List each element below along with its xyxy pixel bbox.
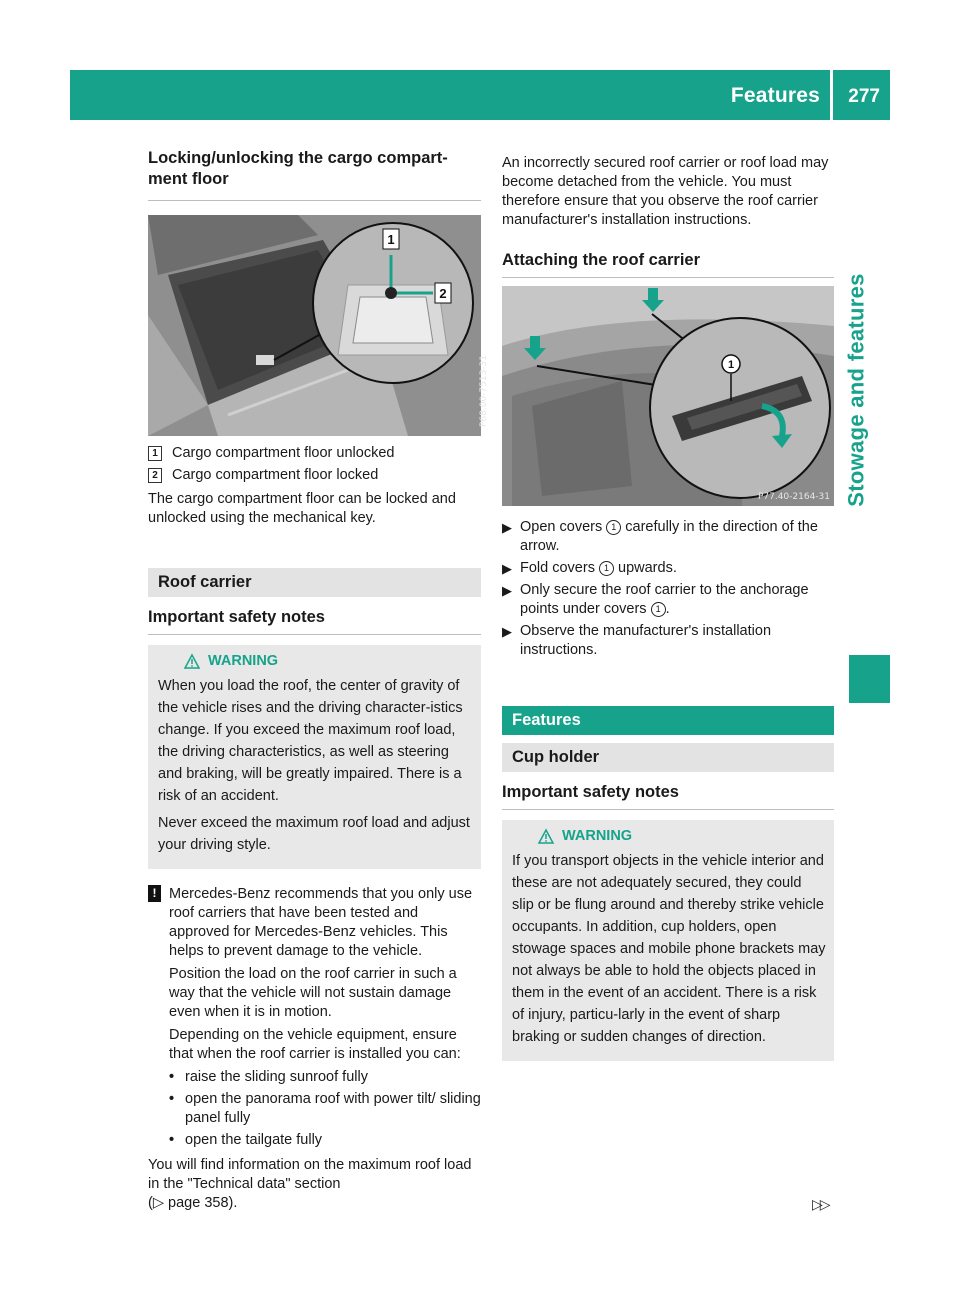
step-2-pre: Fold covers: [520, 560, 595, 576]
warning-box: [502, 820, 834, 1061]
step-text-1: [520, 518, 834, 556]
legend-list: [148, 442, 481, 486]
page-ref-link[interactable]: page 358: [168, 1195, 229, 1211]
list-item: [502, 581, 834, 619]
left-column: [148, 148, 489, 1213]
roof-carrier-intro: An incorrectly secured roof carrier or roof load may become detached from the vehicle. You must therefore ensure that you observe the roof carrier manufacturer's installation instructions.: [502, 155, 829, 228]
roof-carrier-illustration: [502, 286, 834, 506]
legend-key-1: 1: [148, 446, 162, 461]
callout-ref: 1: [651, 602, 666, 617]
callout-1-label: 1: [727, 359, 735, 371]
list-item: [502, 518, 834, 556]
section-bar-roof-carrier: Roof carrier: [148, 568, 481, 597]
step-arrow-icon: ▶: [502, 520, 512, 535]
header-title: Features: [730, 84, 820, 107]
list-item: [502, 559, 834, 578]
exclamation-icon: !: [148, 885, 161, 902]
note-body: [169, 885, 481, 1156]
step-arrow-icon: ▶: [502, 624, 512, 639]
callout-2-label: 2: [439, 286, 447, 301]
legend-key-2: 2: [148, 468, 162, 483]
bullet-icon: •: [169, 1132, 175, 1148]
side-chapter-text: Stowage and features: [844, 273, 870, 507]
section-bar-features: Features: [502, 706, 834, 735]
callout-ref: 1: [606, 520, 621, 535]
right-column: [502, 148, 834, 1061]
cargo-floor-body: The cargo compartment floor can be locked and unlocked using the mechanical key.: [148, 491, 456, 526]
list-item: [169, 1090, 481, 1128]
list-item: [502, 622, 834, 660]
warning-text-1: When you load the roof, the center of gravity of the vehicle rises and the driving character-istics change. If you exceed the maximum roof load, the driving characteristics, as well as steering and braking, will be greatly impaired. There is a risk of an accident.: [158, 678, 463, 804]
subsection-title-safety: Important safety notes: [502, 782, 834, 810]
callout-ref: 1: [599, 561, 614, 576]
bullet-text-3: open the tailgate fully: [185, 1132, 323, 1148]
step-text-2: [520, 559, 677, 578]
step-3-post: .: [665, 601, 670, 617]
warning-box: [148, 645, 481, 869]
note-bullet-list: [169, 1068, 481, 1150]
bullet-text-1: raise the sliding sunroof fully: [185, 1069, 368, 1085]
technical-data-reference: [148, 1156, 481, 1213]
technical-data-text: You will find information on the maximum roof load in the "Technical data" section: [148, 1157, 472, 1192]
step-1-post: carefully in the direction of the arrow.: [520, 519, 818, 554]
page-ref-close: ).: [228, 1195, 238, 1211]
side-chapter-label: [833, 130, 881, 650]
note-text-3: Depending on the vehicle equipment, ensure that when the roof carrier is installed you can:: [169, 1027, 461, 1062]
section-title-attaching: Attaching the roof carrier: [502, 250, 834, 278]
header-separator: [830, 70, 833, 120]
warning-label: WARNING: [208, 653, 279, 669]
figure-code: P77.40-2164-31: [757, 492, 830, 502]
warning-label: WARNING: [562, 828, 633, 844]
cargo-floor-figure: [148, 215, 489, 436]
bullet-text-2: open the panorama roof with power tilt/ sliding panel fully: [185, 1091, 481, 1126]
step-2-post: upwards.: [618, 560, 677, 576]
warning-header: [184, 653, 473, 669]
section-title-cargo-floor: Locking/unlocking the cargo compart-ment floor: [148, 148, 481, 201]
warning-triangle-icon: [184, 654, 200, 669]
legend-text-1: Cargo compartment floor unlocked: [172, 445, 395, 461]
step-text-4: Observe the manufacturer's installation instructions.: [520, 623, 772, 658]
list-item: [169, 1131, 481, 1150]
warning-text-2: Never exceed the maximum roof load and adjust your driving style.: [158, 815, 470, 853]
side-chapter-tab: [849, 655, 890, 703]
roof-carrier-figure: [502, 286, 834, 506]
note-text-2: Position the load on the roof carrier in such a way that the vehicle will not sustain damage even when it is in motion.: [169, 966, 457, 1020]
bullet-icon: •: [169, 1069, 175, 1085]
page-number: 277: [848, 86, 880, 107]
instruction-steps: [502, 518, 834, 660]
page-ref-arrow-icon: ▷: [152, 1195, 164, 1211]
section-bar-cup-holder: Cup holder: [502, 743, 834, 772]
step-1-pre: Open covers: [520, 519, 603, 535]
note-text-1: Mercedes-Benz recommends that you only use roof carriers that have been tested and approved for Mercedes-Benz vehicles. This helps to prevent damage to the vehicle.: [169, 886, 473, 959]
note-block: [148, 885, 481, 1156]
continue-arrows-icon: ▷▷: [812, 1196, 828, 1212]
step-text-3: [520, 581, 834, 619]
warning-text-1: If you transport objects in the vehicle interior and these are not adequately secured, they could slip or be flung around and thereby strike vehicle occupants. In addition, cup holders, open stowage spaces and mobile phone brackets may not always be able to hold the objects placed in them in the event of an accident. There is a risk of injury, particu-larly in the event of sharp braking or sudden changes of direction.: [512, 853, 826, 1045]
step-arrow-icon: ▶: [502, 583, 512, 598]
legend-item: [148, 442, 481, 464]
step-3-pre: Only secure the roof carrier to the anchorage points under covers: [520, 582, 809, 617]
warning-triangle-icon: [538, 829, 554, 844]
legend-text-2: Cargo compartment floor locked: [172, 467, 379, 483]
cargo-floor-illustration: [148, 215, 481, 436]
legend-item: [148, 464, 481, 486]
figure-code: P68.00-7513-31: [479, 355, 489, 428]
subsection-title-safety: Important safety notes: [148, 607, 481, 635]
warning-header: [538, 828, 826, 844]
page-header: [70, 70, 890, 120]
list-item: [169, 1068, 481, 1087]
callout-1-label: 1: [387, 232, 395, 247]
step-arrow-icon: ▶: [502, 561, 512, 576]
bullet-icon: •: [169, 1091, 175, 1107]
page-ref-open: (: [148, 1195, 153, 1211]
